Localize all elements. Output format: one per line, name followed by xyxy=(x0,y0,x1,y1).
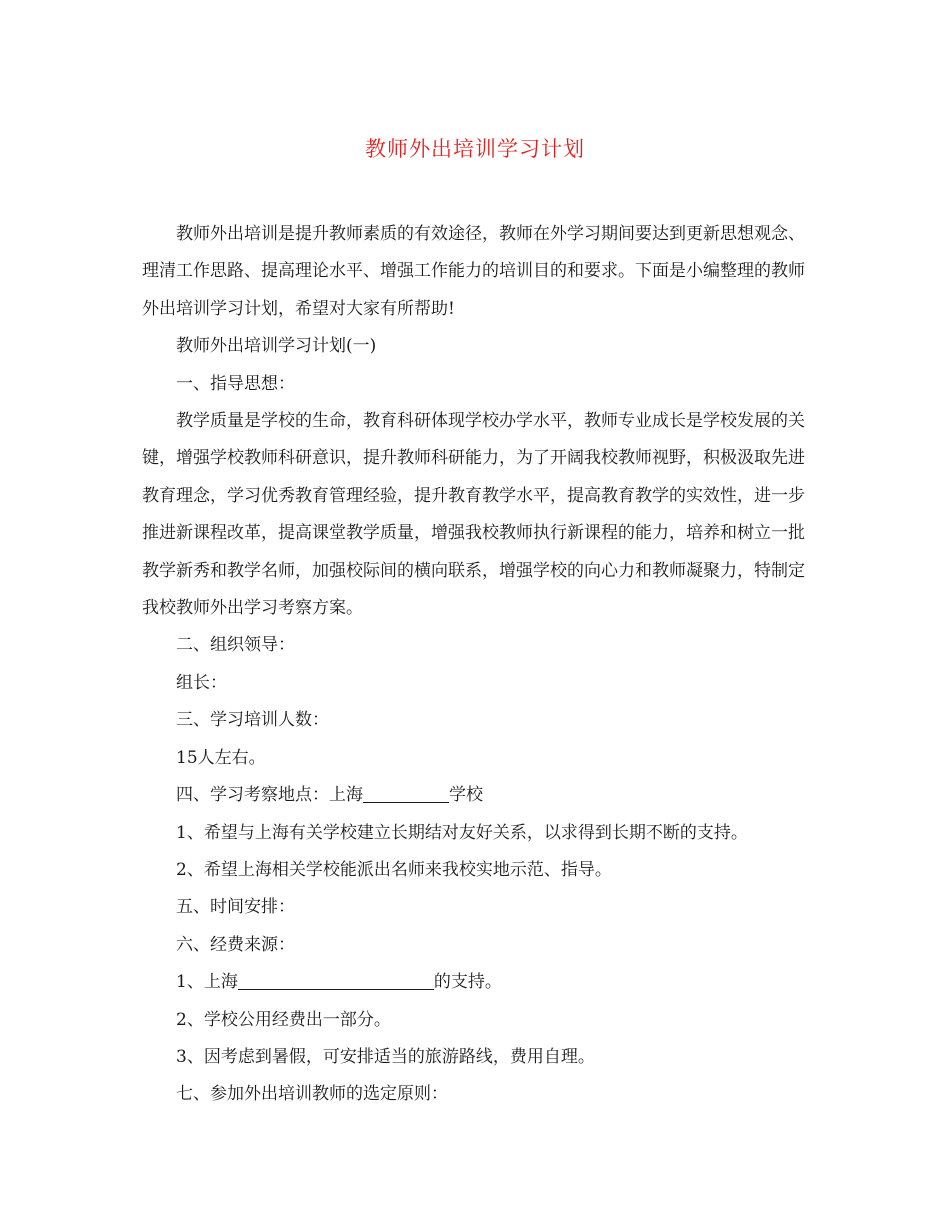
section-1-heading: 一、指导思想： xyxy=(176,373,295,394)
section-6-heading: 六、经费来源： xyxy=(176,934,295,955)
section-6-item-3: 3、因考虑到暑假，可安排适当的旅游路线，费用自理。 xyxy=(176,1046,595,1067)
section-6-item-1-suffix: 的支持。 xyxy=(433,972,502,993)
section-4-heading-prefix: 四、学习考察地点：上海 xyxy=(176,785,363,806)
section-6-item-1-prefix: 1、上海 xyxy=(176,972,238,993)
intro-paragraph: 教师外出培训是提升教师素质的有效途径，教师在外学习期间要达到更新思想观念、理清工作思路、提高理论水平、增强工作能力的培训目的和要求。下面是小编整理的教师外出培训学习计划，希望对大家有所帮助! xyxy=(142,224,805,319)
section-4-item-1: 1、希望与上海有关学校建立长期结对友好关系，以求得到长期不断的支持。 xyxy=(176,822,748,843)
section-3-body: 15人左右。 xyxy=(176,747,266,768)
section-7-heading: 七、参加外出培训教师的选定原则： xyxy=(176,1084,448,1105)
section-1-body: 教学质量是学校的生命，教育科研体现学校办学水平，教师专业成长是学校发展的关键，增强学校教师科研意识，提升教师科研能力，为了开阔我校教师视野，积极汲取先进教育理念，学习优秀教育管理经验，提升教育教学水平，提高教育教学的实效性，进一步推进新课程改革，提高课堂教学质量，增强我校教师执行新课程的能力，培养和树立一批教学新秀和教学名师，加强校际间的横向联系，增强学校的向心力和教师凝聚力，特制定我校教师外出学习考察方案。 xyxy=(142,411,805,619)
document-body xyxy=(142,216,812,1114)
section-6-item-1 xyxy=(142,964,812,1001)
location-blank xyxy=(363,785,449,803)
section-2-leader: 组长： xyxy=(176,672,227,693)
section-2-heading: 二、组织领导： xyxy=(176,635,295,656)
section-4-item-2: 2、希望上海相关学校能派出名师来我校实地示范、指导。 xyxy=(176,859,612,880)
plan-heading: 教师外出培训学习计划(一) xyxy=(176,336,377,357)
funding-blank xyxy=(238,972,434,990)
section-3-heading: 三、学习培训人数： xyxy=(176,710,329,731)
section-5-heading: 五、时间安排： xyxy=(176,897,295,918)
section-4-heading xyxy=(142,777,812,814)
section-6-item-2: 2、学校公用经费出一部分。 xyxy=(176,1009,391,1030)
section-4-heading-suffix: 学校 xyxy=(449,785,483,806)
document-title: 教师外出培训学习计划 xyxy=(365,137,585,161)
